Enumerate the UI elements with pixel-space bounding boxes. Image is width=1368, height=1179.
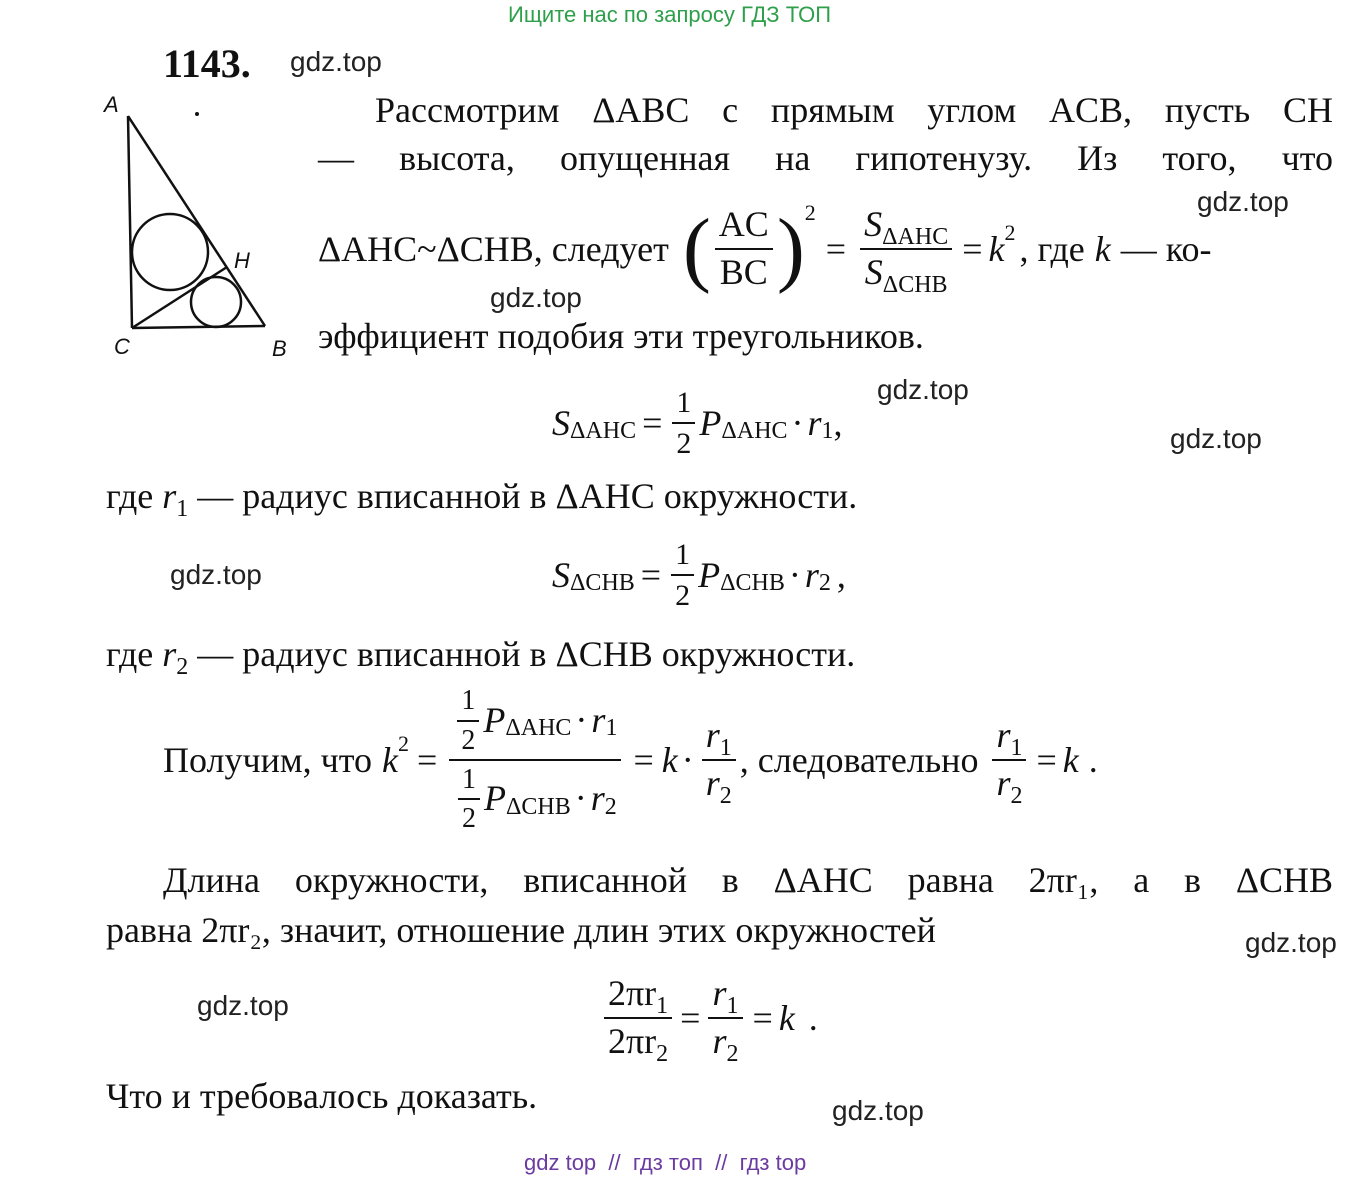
- radius-2-text: где $r_2$ — радиус вписанной в ΔCHB окружности.: [106, 634, 856, 680]
- watermark: gdz.top: [1197, 186, 1289, 217]
- similarity-text: ΔAHC~ΔCHB, следует: [318, 229, 669, 269]
- watermark: gdz.top: [197, 990, 289, 1021]
- vertex-label-c: C: [114, 334, 130, 359]
- conclusion: Что и требовалось доказать.: [106, 1076, 538, 1116]
- watermark: gdz.top: [1245, 927, 1337, 958]
- paragraph-1-line-4: эффициент подобия эти треугольников.: [318, 316, 924, 356]
- right-paren: ): [776, 202, 805, 295]
- paragraph-2-line-1: Длина окружности, вписанной в ΔAHC равна 2πr₁, а в ΔCHB: [163, 860, 1333, 900]
- area-numerator: $S_{\Delta AHC}$: [860, 206, 952, 250]
- where-text: , где: [1019, 229, 1085, 269]
- area-ratio-fraction: [860, 204, 952, 298]
- watermark: gdz.top: [170, 559, 262, 590]
- big-fraction: $\frac{1}{2}$ P ΔAHC · r 1 $\frac{1}{2}$ P ΔCHB · r 2: [449, 686, 621, 834]
- problem-number: 1143.: [163, 41, 251, 86]
- equals-sign: =: [962, 229, 983, 269]
- stray-dot: [195, 112, 199, 116]
- vertex-label-b: B: [272, 336, 287, 361]
- k-symbol: k: [1094, 229, 1111, 269]
- incircle-chb: [191, 277, 241, 327]
- vertex-label-h: H: [234, 248, 250, 273]
- equals-sign: =: [825, 229, 847, 269]
- k-symbol: k: [988, 229, 1005, 269]
- fraction-numerator: AC: [715, 206, 773, 250]
- paragraph-1-line-2: — высота, опущенная на гипотенузу. Из того, что: [318, 138, 1333, 178]
- formula-k-squared: Получим, что k 2 = $\frac{1}{2}$ P ΔAHC · r 1 $\frac{1}{2}$ P ΔCHB · r 2 = k · $\frac{r_1}{r_2}$ , следовательно $\frac{r_1}{r_2}$ = k .: [163, 685, 1098, 835]
- top-banner: Ищите нас по запросу ГДЗ ТОП: [508, 2, 832, 27]
- incircle-ahc: [132, 214, 208, 290]
- triangle-figure: [100, 80, 310, 370]
- watermark: gdz.top: [832, 1095, 924, 1126]
- radius-1-text: где $r_1$ — радиус вписанной в ΔAHC окружности.: [106, 476, 858, 522]
- similarity-line: [318, 194, 1211, 304]
- watermark: gdz.top: [877, 374, 969, 405]
- footer-links: gdz top // гдз топ // гдз top: [524, 1150, 807, 1175]
- power: 2: [804, 200, 816, 225]
- vertex-label-a: A: [104, 92, 119, 117]
- watermark: gdz.top: [290, 46, 382, 77]
- formula-area-chb: S ΔCHB = $\frac{1}{2}$ P ΔCHB · r 2 ,: [552, 537, 846, 612]
- coef-text: — ко-: [1120, 229, 1212, 269]
- left-paren: (: [682, 202, 711, 295]
- formula-area-ahc: S ΔAHC = $\frac{1}{2}$ P ΔAHC · r 1 ,: [552, 385, 843, 460]
- formula-length-ratio: $\frac{2\pi r_1}{2\pi r_2}$ = $\frac{r_1}{r_2}$ = k .: [600, 968, 818, 1068]
- area-denominator: $S_{\Delta CHB}$: [864, 252, 948, 298]
- paragraph-2-line-2: равна 2πr₂, значит, отношение длин этих окружностей: [106, 910, 936, 950]
- k-power: 2: [1004, 220, 1016, 245]
- ac-bc-fraction: [715, 206, 773, 292]
- paragraph-1-line-1: Рассмотрим ΔABC с прямым углом ACB, пусть CH: [375, 90, 1333, 130]
- watermark: gdz.top: [1170, 423, 1262, 454]
- watermark: gdz.top: [490, 282, 582, 313]
- fraction-denominator: BC: [719, 252, 768, 292]
